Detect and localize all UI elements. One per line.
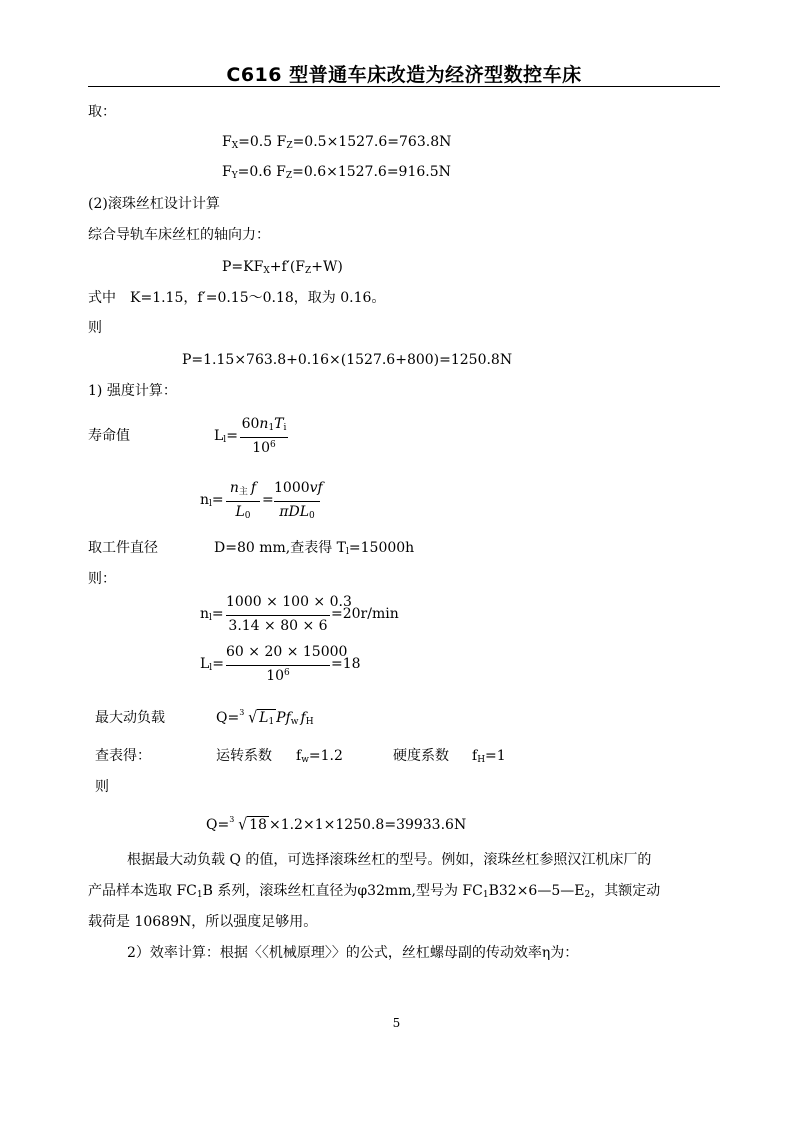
l1-fraction: $60n_1T_i$ $10^6$ <box>241 416 287 456</box>
workpiece-value: D=80 mm,查表得 $T_l=15000h$ <box>214 540 415 557</box>
section-heading: (2)滚珠丝杠设计计算 <box>88 196 220 212</box>
l1-calc-lhs: $L_l=$ <box>200 656 224 673</box>
max-load-label: 最大动负载 <box>95 710 165 726</box>
equals-sign: = <box>262 492 274 508</box>
p-result: P=1.15×763.8+0.16×(1527.6+800)=1250.8N <box>182 352 513 368</box>
n1-calc-fraction: 1000 × 100 × 0.3 3.14 × 80 × 6 <box>226 594 352 634</box>
cube-root: 3 √ $L_1$ <box>239 708 275 728</box>
lookup-label: 查表得： <box>95 748 151 764</box>
life-label: 寿命值 <box>88 428 130 444</box>
n1-fraction-1: $n_主$ f $L_0$ <box>226 480 260 522</box>
paragraph-line: 根据最大动负载 Q 的值，可选择滚珠丝杠的型号。例如，滚珠丝杠参照汉江机床厂的 <box>127 852 652 868</box>
n1-calc-lhs: $n_l=$ <box>200 606 224 623</box>
header-rule <box>88 86 720 87</box>
cube-root: 3 √ 18 <box>229 815 267 835</box>
paragraph-line: 载荷是 10689N，所以强度足够用。 <box>88 914 318 930</box>
paragraph-line: 产品样本选取 $FC_1B$ 系列，滚珠丝杠直径为φ32mm,型号为 $FC_1B32\times 6—5—E_2$，其额定动 <box>88 883 661 900</box>
page-number: 5 <box>392 1016 401 1030</box>
where-line: 式中 K=1.15，f′=0.15～0.18，取为 0.16。 <box>88 290 386 306</box>
q-formula: Q= 3 √ $L_1$ $Pf_w$ $f_H$ <box>216 708 314 728</box>
fh-label: 硬度系数 <box>393 748 449 764</box>
l1-lhs: $L_l=$ <box>214 428 238 445</box>
n1-fraction-2: 1000vf πDL$_0$ <box>274 480 323 521</box>
fy-equation: $F_Y=0.6$ $F_Z=0.6\times 1527.6=916.5N$ <box>222 164 451 181</box>
then-label: 则 <box>88 320 102 336</box>
strength-heading: 1) 强度计算： <box>88 383 177 399</box>
axial-force-intro: 综合导轨车床丝杠的轴向力： <box>88 227 270 243</box>
then-label: 则： <box>88 571 116 587</box>
fh-value: $f_H=1$ <box>472 748 506 765</box>
then-label: 则 <box>95 779 109 795</box>
fw-value: $f_w=1.2$ <box>296 748 343 765</box>
l1-calc-fraction: 60 × 20 × 15000 $10^6$ <box>226 644 348 684</box>
paragraph-line: 2）效率计算：根据〈〈机械原理〉〉的公式，丝杠螺母副的传动效率η为： <box>127 945 579 961</box>
take-label: 取： <box>88 104 116 120</box>
q-calc: Q= 3 √ 18 ×1.2×1×1250.8=39933.6N <box>206 815 467 835</box>
page-title: C616 型普通车床改造为经济型数控车床 <box>226 64 582 86</box>
fw-label: 运转系数 <box>216 748 272 764</box>
n1-calc-result: =20r/min <box>331 606 399 622</box>
n1-lhs: $n_l=$ <box>200 492 224 509</box>
workpiece-label: 取工件直径 <box>88 540 158 556</box>
p-formula: $P=KF_X+f'(F_Z+W)$ <box>222 259 343 276</box>
fx-equation: $F_X=0.5$ $F_Z=0.5\times 1527.6=763.8N$ <box>222 134 452 151</box>
l1-calc-result: =18 <box>331 656 361 672</box>
